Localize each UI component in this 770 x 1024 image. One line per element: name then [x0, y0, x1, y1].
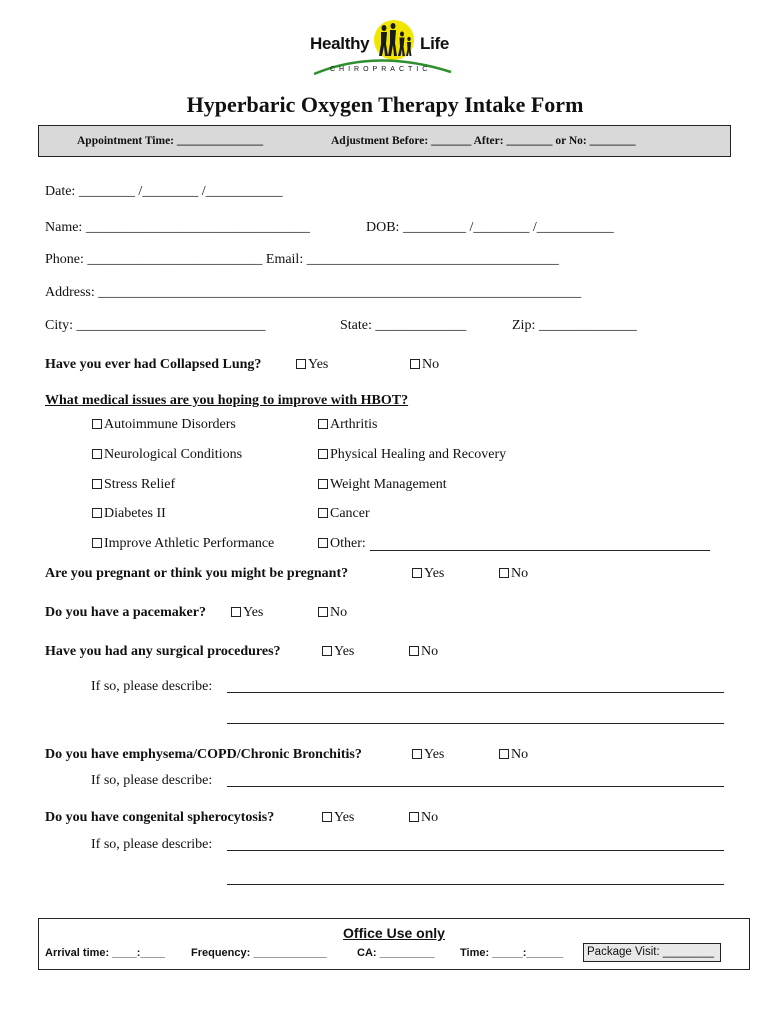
collapsed-lung-yes[interactable]: Yes	[296, 357, 328, 373]
state-field[interactable]: State: _____________	[340, 318, 467, 333]
surgical-describe-line-1[interactable]	[227, 692, 724, 693]
checkbox-icon[interactable]	[92, 508, 102, 518]
pacemaker-no[interactable]: No	[318, 605, 347, 621]
checkbox-icon[interactable]	[412, 568, 422, 578]
appointment-header-box	[38, 125, 731, 157]
question-copd: Do you have emphysema/COPD/Chronic Bronchitis?	[45, 747, 362, 762]
copd-describe-label: If so, please describe:	[91, 773, 213, 788]
checkbox-icon[interactable]	[296, 359, 306, 369]
copd-describe-line[interactable]	[227, 786, 724, 787]
collapsed-lung-no[interactable]: No	[410, 357, 439, 373]
issue-neurological[interactable]: Neurological Conditions	[92, 447, 242, 463]
checkbox-icon[interactable]	[318, 449, 328, 459]
checkbox-icon[interactable]	[499, 568, 509, 578]
checkbox-icon[interactable]	[499, 749, 509, 759]
surgical-describe-label: If so, please describe:	[91, 679, 213, 694]
checkbox-icon[interactable]	[92, 449, 102, 459]
checkbox-icon[interactable]	[231, 607, 241, 617]
phone-email-field[interactable]: Phone: _________________________ Email: ____________________________________	[45, 252, 559, 267]
spherocytosis-describe-line-1[interactable]	[227, 850, 724, 851]
checkbox-icon[interactable]	[318, 607, 328, 617]
office-use-box	[38, 918, 750, 970]
checkbox-icon[interactable]	[409, 812, 419, 822]
office-time-field[interactable]: Time: _____:______	[460, 947, 564, 959]
issue-stress-relief[interactable]: Stress Relief	[92, 477, 175, 493]
question-pacemaker: Do you have a pacemaker?	[45, 605, 206, 620]
checkbox-icon[interactable]	[92, 419, 102, 429]
checkbox-icon[interactable]	[409, 646, 419, 656]
checkbox-icon[interactable]	[92, 479, 102, 489]
checkbox-icon[interactable]	[318, 508, 328, 518]
date-field[interactable]: Date: ________ /________ /___________	[45, 184, 283, 199]
city-field[interactable]: City: ___________________________	[45, 318, 266, 333]
pacemaker-yes[interactable]: Yes	[231, 605, 263, 621]
appointment-time-field[interactable]: Appointment Time: _______________	[77, 135, 264, 147]
issue-athletic-performance[interactable]: Improve Athletic Performance	[92, 536, 274, 552]
checkbox-icon[interactable]	[412, 749, 422, 759]
copd-no[interactable]: No	[499, 747, 528, 763]
issue-other[interactable]: Other:	[318, 536, 366, 552]
issue-weight-management[interactable]: Weight Management	[318, 477, 447, 493]
surgical-no[interactable]: No	[409, 644, 438, 660]
spherocytosis-no[interactable]: No	[409, 810, 438, 826]
copd-yes[interactable]: Yes	[412, 747, 444, 763]
logo-word-healthy: Healthy	[310, 34, 370, 53]
question-spherocytosis: Do you have congenital spherocytosis?	[45, 810, 275, 825]
name-field[interactable]: Name: ________________________________	[45, 220, 310, 235]
frequency-field[interactable]: Frequency: ____________	[191, 947, 327, 959]
dob-field[interactable]: DOB: _________ /________ /___________	[366, 220, 614, 235]
issue-physical-healing[interactable]: Physical Healing and Recovery	[318, 447, 506, 463]
issue-cancer[interactable]: Cancer	[318, 506, 370, 522]
checkbox-icon[interactable]	[318, 538, 328, 548]
form-title: Hyperbaric Oxygen Therapy Intake Form	[186, 92, 584, 117]
zip-field[interactable]: Zip: ______________	[512, 318, 637, 333]
office-use-title: Office Use only	[343, 925, 445, 941]
issue-diabetes[interactable]: Diabetes II	[92, 506, 166, 522]
issue-arthritis[interactable]: Arthritis	[318, 417, 377, 433]
arrival-time-field[interactable]: Arrival time: ____:____	[45, 947, 165, 959]
checkbox-icon[interactable]	[322, 812, 332, 822]
checkbox-icon[interactable]	[318, 479, 328, 489]
checkbox-icon[interactable]	[410, 359, 420, 369]
pregnant-yes[interactable]: Yes	[412, 566, 444, 582]
healthy-life-logo	[306, 14, 458, 78]
spherocytosis-describe-line-2[interactable]	[227, 884, 724, 885]
adjustment-field[interactable]: Adjustment Before: _______ After: ________ or No: ________	[331, 135, 636, 147]
package-visit-box[interactable]	[583, 943, 721, 962]
issue-other-line[interactable]	[370, 550, 710, 551]
spherocytosis-yes[interactable]: Yes	[322, 810, 354, 826]
checkbox-icon[interactable]	[322, 646, 332, 656]
checkbox-icon[interactable]	[318, 419, 328, 429]
ca-field[interactable]: CA: _________	[357, 947, 435, 959]
address-field[interactable]: Address: _____________________________________________________________________	[45, 285, 582, 300]
logo-subtitle: CHIROPRACTIC	[330, 66, 432, 73]
spherocytosis-describe-label: If so, please describe:	[91, 837, 213, 852]
surgical-describe-line-2[interactable]	[227, 723, 724, 724]
surgical-yes[interactable]: Yes	[322, 644, 354, 660]
issue-autoimmune[interactable]: Autoimmune Disorders	[92, 417, 236, 433]
question-surgical: Have you had any surgical procedures?	[45, 644, 281, 659]
logo-word-life: Life	[420, 34, 450, 53]
question-collapsed-lung: Have you ever had Collapsed Lung?	[45, 357, 262, 372]
package-visit-field[interactable]: Package Visit: ________	[587, 946, 715, 958]
checkbox-icon[interactable]	[92, 538, 102, 548]
pregnant-no[interactable]: No	[499, 566, 528, 582]
question-medical-issues: What medical issues are you hoping to improve with HBOT?	[45, 393, 409, 408]
question-pregnant: Are you pregnant or think you might be pregnant?	[45, 566, 349, 581]
